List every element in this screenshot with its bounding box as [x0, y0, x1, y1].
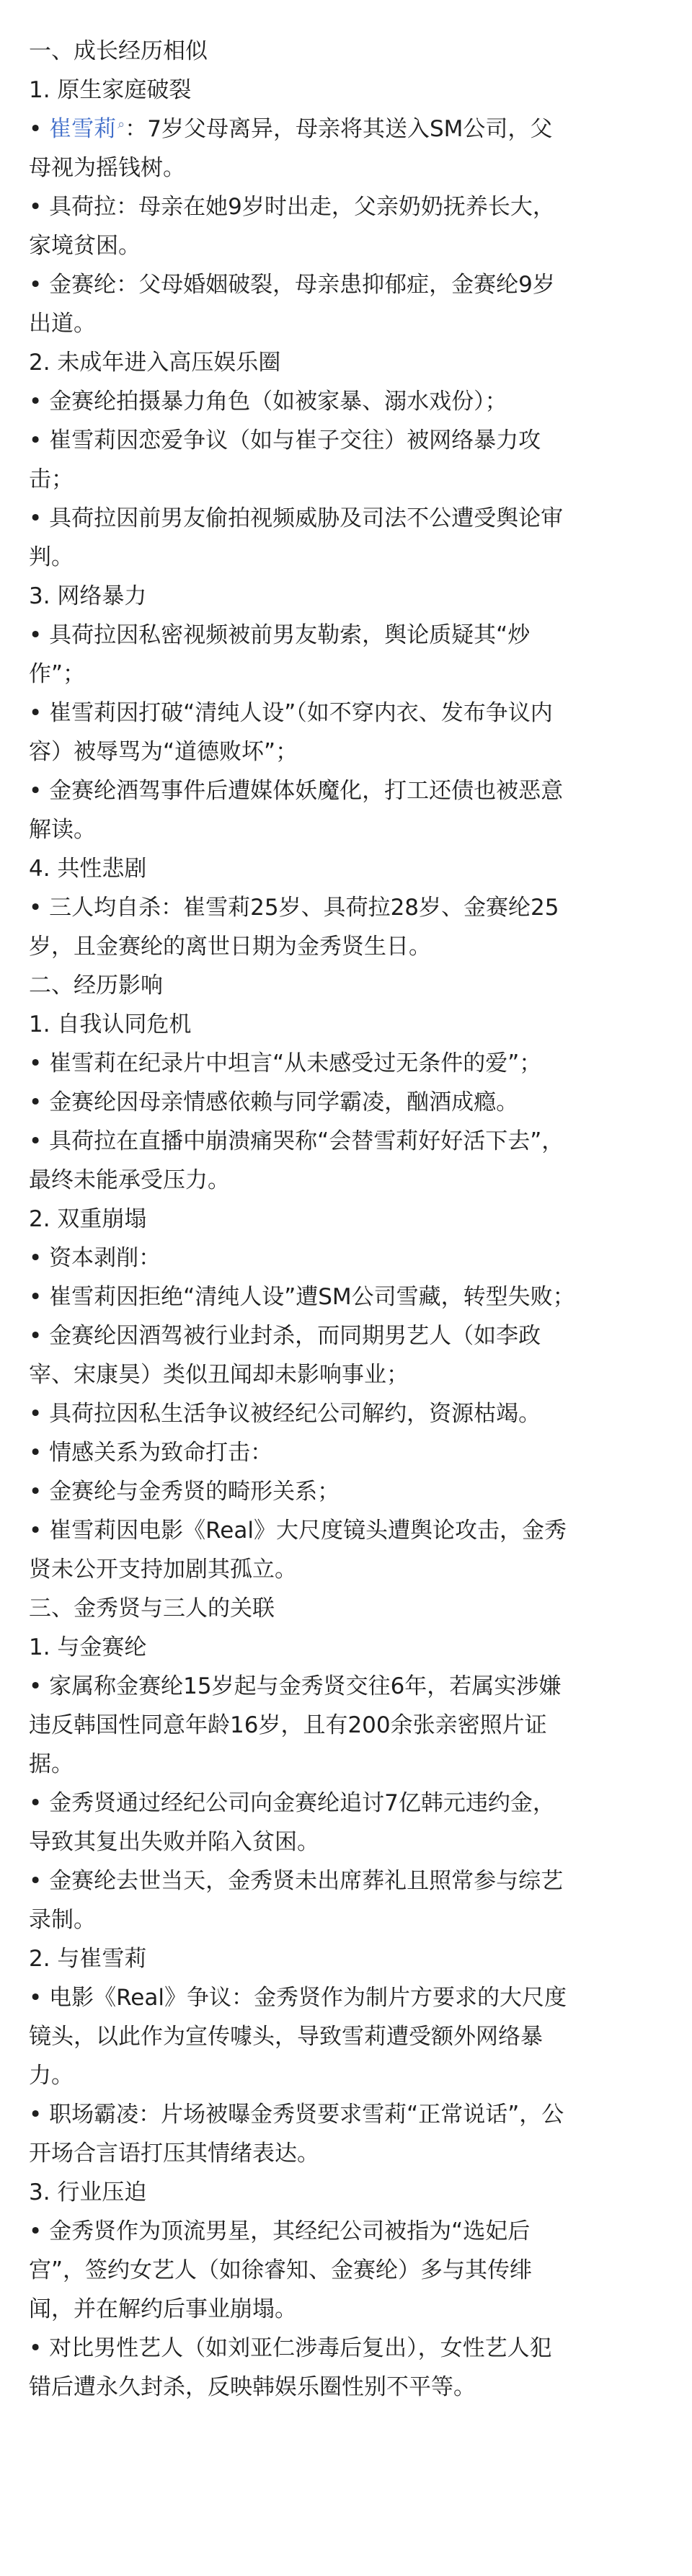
- text-line: • 具荷拉因私密视频被前男友勒索，舆论质疑其“炒: [29, 622, 531, 648]
- text-line: 二、经历影响: [29, 973, 163, 999]
- text-line: • 电影《Real》争议：金秀贤作为制片方要求的大尺度: [29, 1985, 567, 2011]
- person-link[interactable]: [49, 116, 125, 142]
- text-line: 3. 行业压迫: [29, 2179, 147, 2205]
- text-line: 力。: [29, 2063, 74, 2089]
- text-line: • 具荷拉在直播中崩溃痛哭称“会替雪莉好好活下去”，: [29, 1128, 564, 1154]
- text-line: 1. 与金赛纶: [29, 1634, 147, 1660]
- text-line: • 崔雪莉因电影《Real》大尺度镜头遭舆论攻击，金秀: [29, 1518, 567, 1544]
- text-line: 岁，且金赛纶的离世日期为金秀贤生日。: [29, 934, 431, 960]
- text-line: 开场合言语打压其情绪表达。: [29, 2141, 319, 2166]
- text-line: 一、成长经历相似: [29, 38, 208, 64]
- text-line: [29, 110, 663, 149]
- text-line: 据。: [29, 1751, 74, 1777]
- text-line: • 崔雪莉在纪录片中坦言“从未感受过无条件的爱”；: [29, 1050, 542, 1076]
- text-line: 违反韩国性同意年龄16岁，且有200余张亲密照片证: [29, 1712, 547, 1738]
- text-line: • 对比男性艺人（如刘亚仁涉毒后复出），女性艺人犯: [29, 2335, 552, 2361]
- text-line: 闻，并在解约后事业崩塌。: [29, 2296, 297, 2322]
- text-line: 2. 未成年进入高压娱乐圈: [29, 350, 281, 376]
- text-segment: ：7岁父母离异，母亲将其送入SM公司，父: [125, 116, 553, 142]
- text-line: • 金赛纶因酒驾被行业封杀，而同期男艺人（如李政: [29, 1323, 541, 1349]
- text-line: • 具荷拉因前男友偷拍视频威胁及司法不公遭受舆论审: [29, 505, 564, 531]
- text-line: • 三人均自杀：崔雪莉25岁、具荷拉28岁、金赛纶25: [29, 895, 559, 921]
- text-line: 4. 共性悲剧: [29, 856, 147, 882]
- text-line: 镜头，以此作为宣传噱头，导致雪莉遭受额外网络暴: [29, 2024, 543, 2050]
- text-line: 3. 网络暴力: [29, 583, 147, 609]
- text-line: 母视为摇钱树。: [29, 155, 185, 181]
- text-line: • 金秀贤作为顶流男星，其经纪公司被指为“选妃后: [29, 2218, 531, 2244]
- text-line: • 具荷拉：母亲在她9岁时出走，父亲奶奶抚养长大，: [29, 194, 555, 220]
- text-line: 录制。: [29, 1907, 96, 1933]
- person-link-label: 崔雪莉: [49, 116, 117, 142]
- text-line: • 资本剥削：: [29, 1245, 161, 1271]
- text-line: 导致其复出失败并陷入贫困。: [29, 1829, 319, 1855]
- text-line: • 金赛纶拍摄暴力角色（如被家暴、溺水戏份）；: [29, 389, 507, 415]
- text-line: 宫”，签约女艺人（如徐睿知、金赛纶）多与其传绯: [29, 2257, 533, 2283]
- text-line: 击；: [29, 466, 74, 492]
- bullet: •: [29, 116, 50, 142]
- text-line: 出道。: [29, 311, 96, 337]
- text-line: 贤未公开支持加剧其孤立。: [29, 1557, 297, 1583]
- text-line: 错后遭永久封杀，反映韩娱乐圈性别不平等。: [29, 2374, 476, 2400]
- text-line: • 职场霸凌：片场被曝金秀贤要求雪莉“正常说话”，公: [29, 2102, 564, 2128]
- text-line: • 崔雪莉因恋爱争议（如与崔子交往）被网络暴力攻: [29, 428, 541, 453]
- text-line: 解读。: [29, 817, 96, 843]
- text-line: • 金赛纶因母亲情感依赖与同学霸凌，酗酒成瘾。: [29, 1089, 519, 1115]
- text-line: 家境贫困。: [29, 233, 141, 259]
- text-line: • 金赛纶酒驾事件后遭媒体妖魔化，打工还债也被恶意: [29, 778, 564, 804]
- text-line: • 具荷拉因私生活争议被经纪公司解约，资源枯竭。: [29, 1401, 541, 1427]
- text-line: 容）被辱骂为“道德败坏”；: [29, 739, 298, 765]
- text-line: • 崔雪莉因拒绝“清纯人设”遭SM公司雪藏，转型失败；: [29, 1284, 575, 1310]
- text-line: 最终未能承受压力。: [29, 1167, 230, 1193]
- text-line: • 金秀贤通过经纪公司向金赛纶追讨7亿韩元违约金，: [29, 1790, 555, 1816]
- search-icon: ⌕: [117, 116, 125, 132]
- text-line: • 金赛纶与金秀贤的畸形关系；: [29, 1479, 340, 1505]
- text-line: • 情感关系为致命打击：: [29, 1440, 273, 1466]
- text-line: • 家属称金赛纶15岁起与金秀贤交往6年，若属实涉嫌: [29, 1673, 562, 1699]
- text-line: 2. 双重崩塌: [29, 1206, 147, 1232]
- text-line: 三、金秀贤与三人的关联: [29, 1595, 275, 1621]
- text-line: 2. 与崔雪莉: [29, 1946, 147, 1972]
- text-line: 宰、宋康昊）类似丑闻却未影响事业；: [29, 1362, 409, 1388]
- text-line: • 金赛纶去世当天，金秀贤未出席葬礼且照常参与综艺: [29, 1868, 564, 1894]
- text-line: 作”；: [29, 661, 86, 687]
- text-line: 1. 原生家庭破裂: [29, 77, 192, 103]
- text-line: 1. 自我认同危机: [29, 1012, 192, 1037]
- text-line: • 金赛纶：父母婚姻破裂，母亲患抑郁症，金赛纶9岁: [29, 272, 555, 298]
- text-line: 判。: [29, 544, 74, 570]
- text-line: • 崔雪莉因打破“清纯人设”（如不穿内衣、发布争议内: [29, 700, 553, 726]
